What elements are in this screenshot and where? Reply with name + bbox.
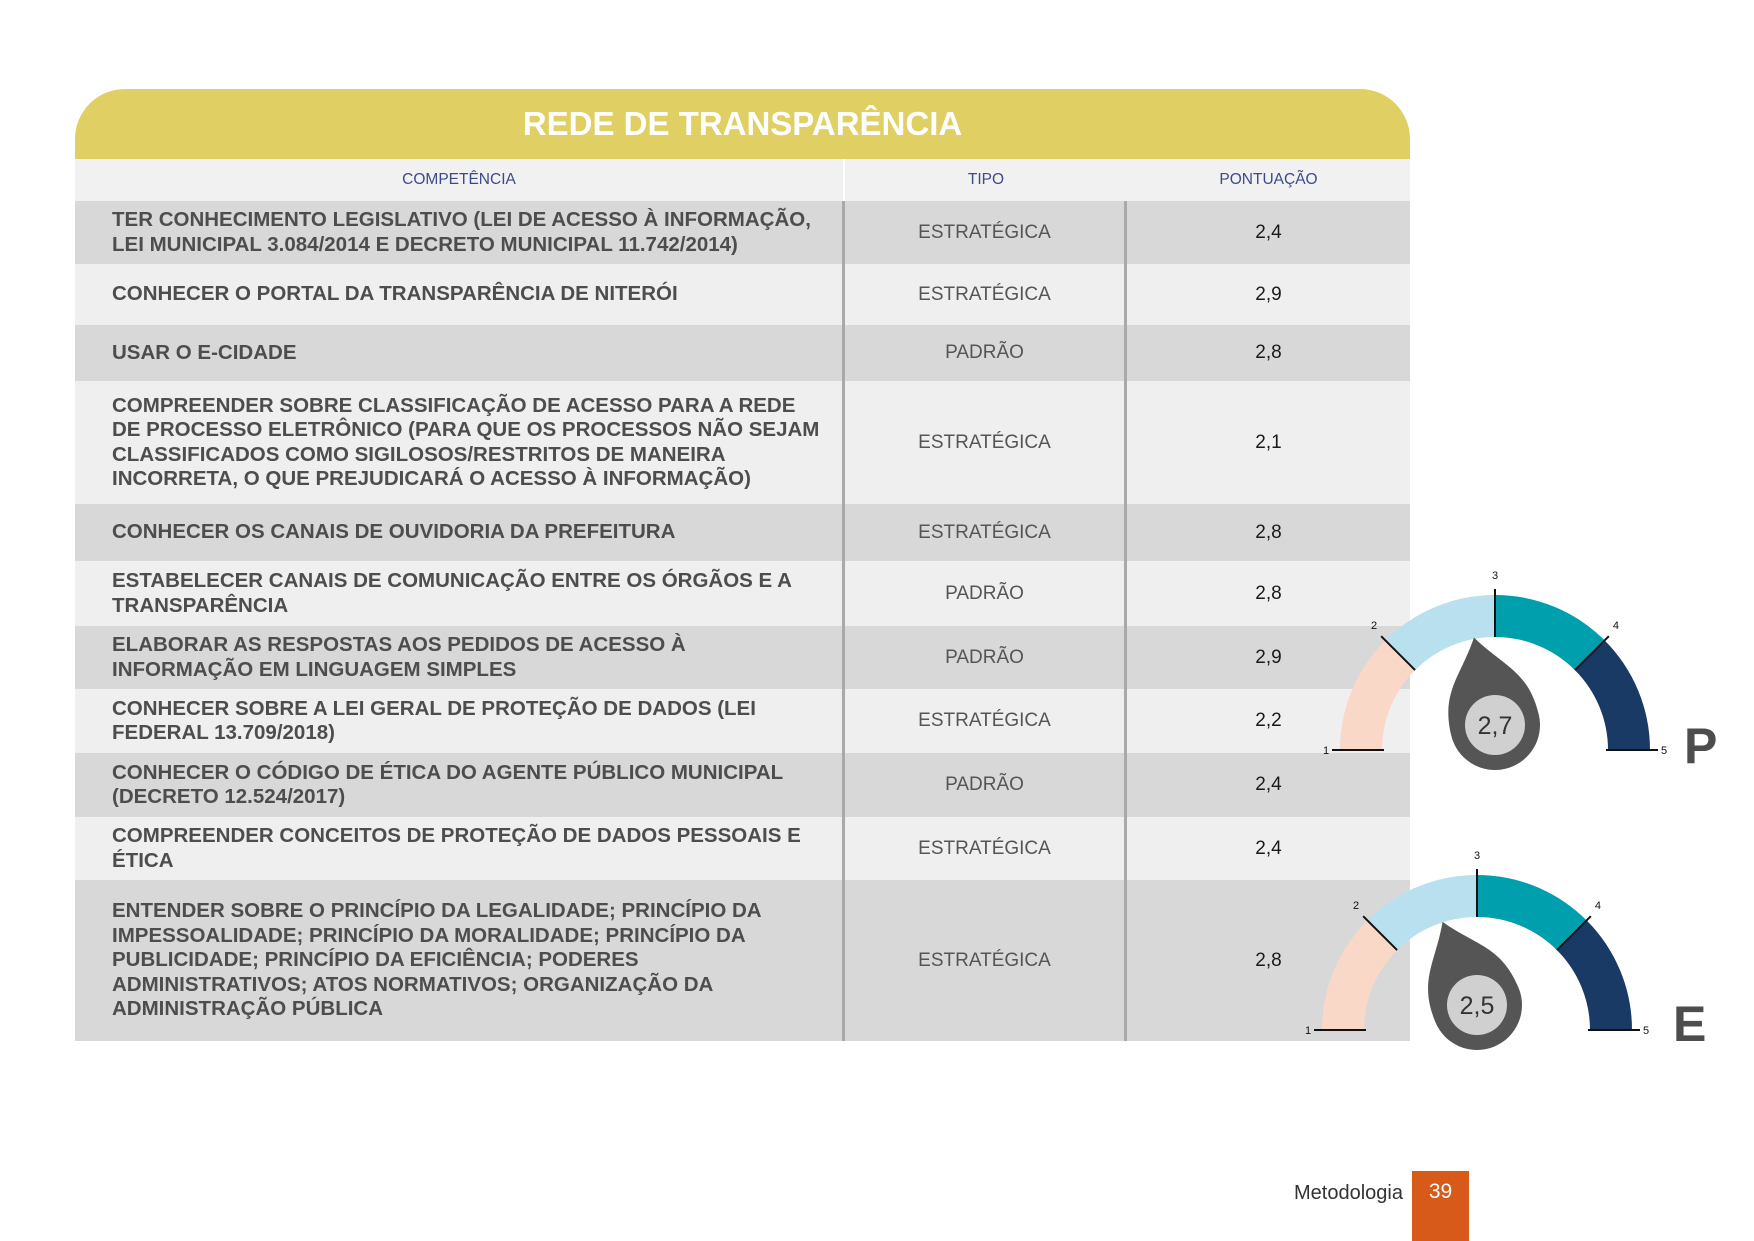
page-number: 39 (1412, 1171, 1469, 1241)
gauge-tick-label: 1 (1304, 1025, 1312, 1037)
pontuacao-cell: 2,8 (1255, 342, 1282, 363)
gauge-tick-label: 5 (1660, 745, 1668, 757)
tipo-cell: ESTRATÉGICA (845, 381, 1127, 504)
tipo-cell: PADRÃO (845, 626, 1127, 689)
tipo-cell: PADRÃO (845, 753, 1127, 817)
pontuacao-cell: 2,8 (1255, 521, 1282, 543)
table-row (75, 381, 1410, 504)
tipo-cell: PADRÃO (845, 561, 1127, 626)
pontuacao-cell: 2,9 (1255, 646, 1282, 668)
table-row (75, 264, 1410, 325)
column-header-pontuacao: PONTUAÇÃO (1219, 171, 1318, 188)
table-row (75, 504, 1410, 561)
gauge-letter-p: P (1684, 718, 1718, 774)
competencia-cell: COMPREENDER SOBRE CLASSIFICAÇÃO DE ACESSO PARA A REDE DE PROCESSO ELETRÔNICO (PARA QUE OS PROCESSOS NÃO SEJAM CLASSIFICADOS COMO SIGILOSOS/RESTRITOS DE MANEIRA INCORRETA, O QUE PREJUDICARÁ O ACESSO À INFORMAÇÃO) (75, 381, 845, 504)
table-header (75, 159, 1410, 201)
gauge-tick-label: 4 (1612, 620, 1619, 633)
table-row (75, 817, 1410, 880)
competencia-cell: ELABORAR AS RESPOSTAS AOS PEDIDOS DE ACESSO À INFORMAÇÃO EM LINGUAGEM SIMPLES (75, 626, 845, 689)
table-row (75, 325, 1410, 381)
pontuacao-cell: 2,8 (1255, 582, 1282, 604)
gauge-e (1304, 850, 1662, 1070)
tipo-cell: ESTRATÉGICA (845, 264, 1127, 325)
competencia-cell: ESTABELECER CANAIS DE COMUNICAÇÃO ENTRE OS ÓRGÃOS E A TRANSPARÊNCIA (75, 561, 845, 626)
gauge-tick-label: 2 (1371, 620, 1378, 633)
competencia-cell: CONHECER OS CANAIS DE OUVIDORIA DA PREFEITURA (75, 504, 845, 561)
table-row (75, 880, 1410, 1041)
table-row (75, 689, 1410, 753)
gauge-p (1322, 570, 1680, 790)
gauge-tick-label: 4 (1594, 900, 1601, 913)
competencia-cell: TER CONHECIMENTO LEGISLATIVO (LEI DE ACESSO À INFORMAÇÃO, LEI MUNICIPAL 3.084/2014 E DECRETO MUNICIPAL 11.742/2014) (75, 201, 845, 264)
column-header-competencia: COMPETÊNCIA (75, 159, 845, 201)
tipo-cell: PADRÃO (845, 325, 1127, 381)
tipo-cell: ESTRATÉGICA (845, 201, 1127, 264)
gauge-letter-e: E (1673, 996, 1707, 1052)
pontuacao-cell: 2,1 (1255, 431, 1282, 453)
gauge-tick-label: 3 (1473, 850, 1481, 862)
gauge-tick-label: 3 (1491, 570, 1499, 582)
table-title: REDE DE TRANSPARÊNCIA (75, 89, 1410, 159)
competencia-cell: CONHECER SOBRE A LEI GERAL DE PROTEÇÃO DE DADOS (LEI FEDERAL 13.709/2018) (75, 689, 845, 753)
gauge-value-label: 2,7 (1477, 712, 1513, 740)
competency-table (75, 159, 1410, 1041)
tipo-cell: ESTRATÉGICA (845, 504, 1127, 561)
table-row (75, 626, 1410, 689)
table-row (75, 561, 1410, 626)
gauge-value-label: 2,5 (1459, 992, 1495, 1020)
gauge-tick-label: 1 (1322, 745, 1330, 757)
pontuacao-cell: 2,8 (1255, 949, 1282, 971)
table-row (75, 753, 1410, 817)
footer-section-label: Metodologia (1294, 1182, 1403, 1204)
pontuacao-cell: 2,4 (1255, 774, 1282, 795)
competencia-cell: ENTENDER SOBRE O PRINCÍPIO DA LEGALIDADE; PRINCÍPIO DA IMPESSOALIDADE; PRINCÍPIO DA MORALIDADE; PRINCÍPIO DA PUBLICIDADE; PRINCÍPIO DA EFICIÊNCIA; PODERES ADMINISTRATIVOS; ATOS NORMATIVOS; ORGANIZAÇÃO DA ADMINISTRAÇÃO PÚBLICA (75, 880, 845, 1041)
tipo-cell: ESTRATÉGICA (845, 880, 1127, 1041)
tipo-cell: ESTRATÉGICA (845, 817, 1127, 880)
gauge-tick-label: 2 (1353, 900, 1360, 913)
tipo-cell: ESTRATÉGICA (845, 689, 1127, 753)
pontuacao-cell: 2,9 (1255, 283, 1282, 305)
pontuacao-cell: 2,4 (1255, 221, 1282, 243)
competencia-cell: COMPREENDER CONCEITOS DE PROTEÇÃO DE DADOS PESSOAIS E ÉTICA (75, 817, 845, 880)
gauge-tick-label: 5 (1642, 1025, 1650, 1037)
competencia-cell: USAR O E-CIDADE (75, 325, 845, 381)
table-row (75, 201, 1410, 264)
competencia-cell: CONHECER O PORTAL DA TRANSPARÊNCIA DE NITERÓI (75, 264, 845, 325)
column-header-tipo: TIPO (967, 171, 1005, 188)
pontuacao-cell: 2,4 (1255, 837, 1282, 859)
competencia-cell: CONHECER O CÓDIGO DE ÉTICA DO AGENTE PÚBLICO MUNICIPAL (DECRETO 12.524/2017) (75, 753, 845, 817)
pontuacao-cell: 2,2 (1255, 710, 1282, 731)
